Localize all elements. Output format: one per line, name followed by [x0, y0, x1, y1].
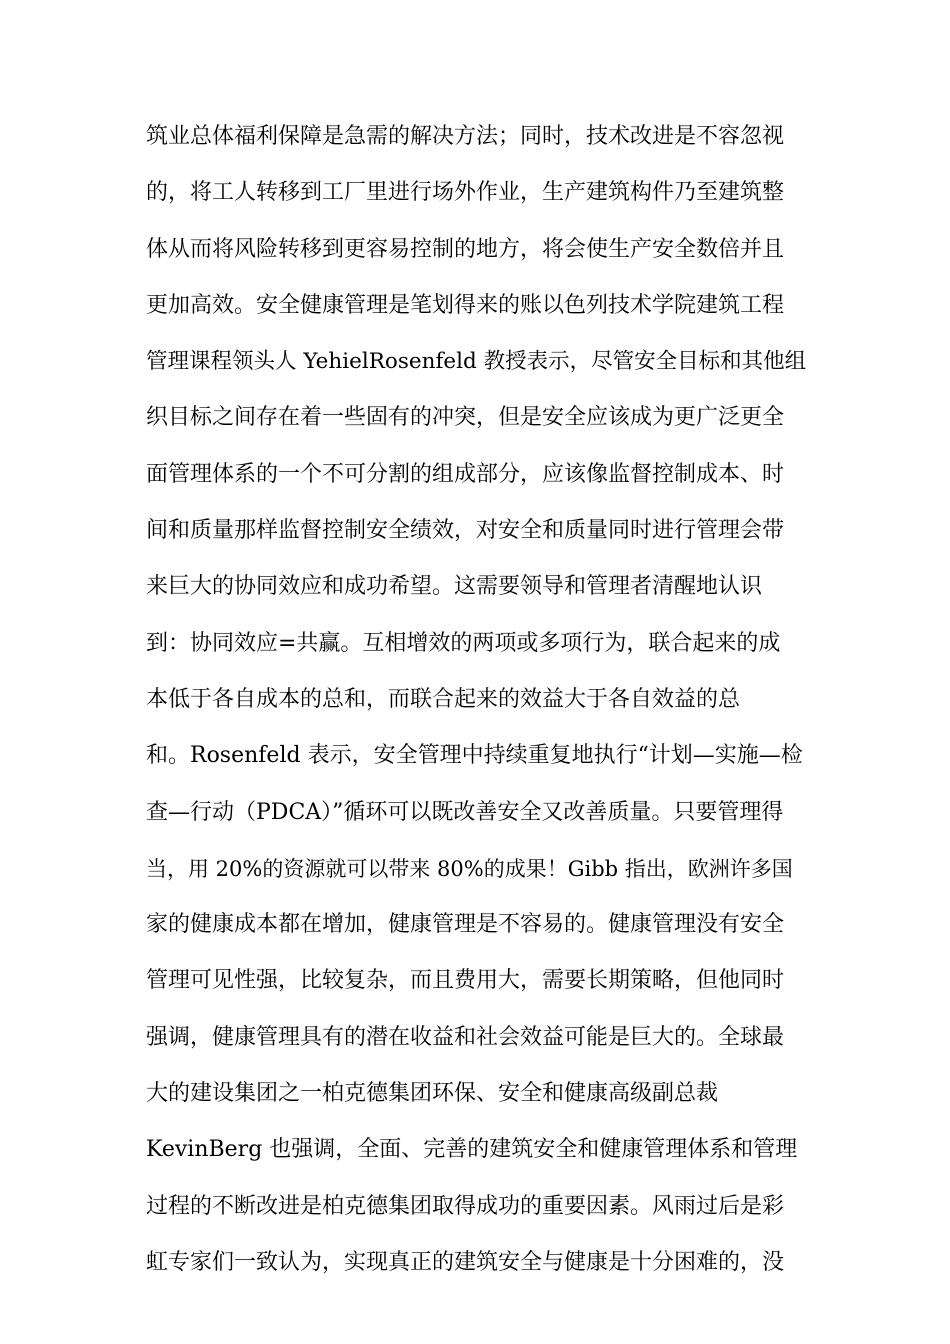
text-line: 当，用 20%的资源就可以带来 80%的成果！Gibb 指出，欧洲许多国 — [146, 856, 793, 881]
text-line: 和。Rosenfeld 表示，安全管理中持续重复地执行“计划—实施—检 — [146, 743, 803, 769]
text-line: 更加高效。安全健康管理是笔划得来的账以色列技术学院建筑工程 — [146, 292, 785, 318]
text-line: 本低于各自成本的总和，而联合起来的效益大于各自效益的总 — [146, 686, 741, 712]
text-line: 体从而将风险转移到更容易控制的地方，将会使生产安全数倍并且 — [146, 236, 785, 262]
body-text — [146, 119, 806, 1301]
text-line: 家的健康成本都在增加，健康管理是不容易的。健康管理没有安全 — [146, 912, 785, 938]
text-line: 间和质量那样监督控制安全绩效，对安全和质量同时进行管理会带 — [146, 518, 785, 544]
text-line: 来巨大的协同效应和成功希望。这需要领导和管理者清醒地认识 — [146, 574, 763, 600]
text-line: 管理可见性强，比较复杂，而且费用大，需要长期策略，但他同时 — [146, 968, 785, 994]
text-line: 织目标之间存在着一些固有的冲突，但是安全应该成为更广泛更全 — [146, 405, 785, 431]
text-line: 面管理体系的一个不可分割的组成部分，应该像监督控制成本、时 — [146, 461, 785, 487]
text-line: 强调，健康管理具有的潜在收益和社会效益可能是巨大的。全球最 — [146, 1024, 785, 1050]
text-line: 查—行动（PDCA）”循环可以既改善安全又改善质量。只要管理得 — [146, 799, 784, 825]
text-line: 到：协同效应=共赢。互相增效的两项或多项行为，联合起来的成 — [146, 630, 781, 656]
text-line: 的，将工人转移到工厂里进行场外作业，生产建筑构件乃至建筑整 — [146, 180, 785, 206]
text-line: 筑业总体福利保障是急需的解决方法；同时，技术改进是不容忽视 — [146, 124, 785, 149]
text-line: 虹专家们一致认为，实现真正的建筑安全与健康是十分困难的，没 — [146, 1249, 785, 1275]
text-line: 大的建设集团之一柏克德集团环保、安全和健康高级副总裁 — [146, 1081, 719, 1107]
text-line: 过程的不断改进是柏克德集团取得成功的重要因素。风雨过后是彩 — [146, 1193, 785, 1219]
text-line: KevinBerg 也强调，全面、完善的建筑安全和健康管理体系和管理 — [146, 1137, 798, 1163]
text-line: 管理课程领头人 YehielRosenfeld 教授表示，尽管安全目标和其他组 — [146, 349, 807, 375]
